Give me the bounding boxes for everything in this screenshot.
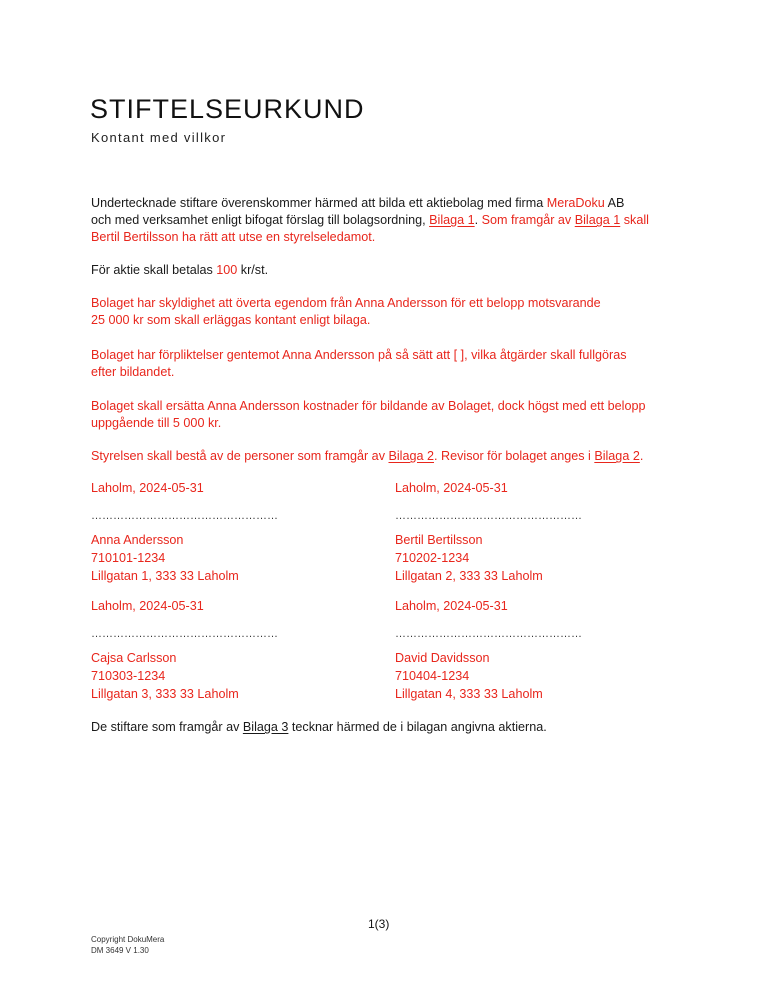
signatory-address: Lillgatan 1, 333 33 Laholm [91,569,239,583]
page-number: 1(3) [368,917,390,931]
final-text-b: tecknar härmed de i bilagan angivna aktierna. [288,720,547,734]
p2-text-a: För aktie skall betalas [91,263,217,277]
paragraph-company-formation [91,195,691,246]
p3-line-2: 25 000 kr som skall erläggas kontant enligt bilaga. [91,313,371,327]
p2-text-b: kr/st. [237,263,269,277]
p1-text-e: Som framgår av [481,213,575,227]
signature-block-3 [91,597,278,703]
signatory-personal-number: 710101-1234 [91,551,166,565]
company-name: MeraDoku [546,196,605,210]
signature-line: …………………………………………… [91,510,278,522]
p4-line-2: efter bildandet. [91,365,175,379]
paragraph-share-price [91,262,268,279]
p6-text-b: . Revisor för bolaget anges i [434,449,595,463]
signatory-personal-number: 710303-1234 [91,669,166,683]
bilaga-1-link[interactable]: Bilaga 1 [429,213,475,227]
p5-line-1: Bolaget skall ersätta Anna Andersson kostnader för bildande av Bolaget, dock högst med ett belopp [91,399,646,413]
signature-line: …………………………………………… [395,628,582,640]
p6-text-c: . [639,449,644,463]
paragraph-board [91,448,691,465]
paragraph-obligations [91,347,691,381]
signature-place-date: Laholm, 2024-05-31 [91,599,204,613]
p1-text-a: Undertecknade stiftare överenskommer härmed att bilda ett aktiebolag med firma [91,196,547,210]
signature-block-2 [395,479,582,585]
p1-text-c: och med verksamhet enligt bifogat förslag till bolagsordning, [91,213,430,227]
p1-text-g: Bertil Bertilsson ha rätt att utse en styrelseledamot. [91,230,376,244]
signatory-name: David Davidsson [395,651,490,665]
bilaga-3-link[interactable]: Bilaga 3 [242,720,289,734]
signatory-address: Lillgatan 3, 333 33 Laholm [91,687,239,701]
document-title: STIFTELSEURKUND [90,94,365,124]
signatory-name: Anna Andersson [91,533,184,547]
signature-block-1 [91,479,278,585]
p1-text-f: skall [620,213,649,227]
signatory-personal-number: 710202-1234 [395,551,470,565]
signature-place-date: Laholm, 2024-05-31 [91,481,204,495]
signature-place-date: Laholm, 2024-05-31 [395,481,508,495]
signature-line: …………………………………………… [91,628,278,640]
signature-line: …………………………………………… [395,510,582,522]
p3-line-1: Bolaget har skyldighet att överta egendom från Anna Andersson för ett belopp motsvarande [91,296,601,310]
signature-block-4 [395,597,582,703]
paragraph-property-takeover [91,295,691,329]
signatory-personal-number: 710404-1234 [395,669,470,683]
paragraph-share-subscription [91,719,547,736]
footer-copyright: Copyright DokuMera [91,935,165,944]
final-text-a: De stiftare som framgår av [91,720,243,734]
document-footer [91,934,164,956]
signatory-address: Lillgatan 4, 333 33 Laholm [395,687,543,701]
share-price: 100 [216,263,238,277]
signatory-name: Cajsa Carlsson [91,651,177,665]
signatory-name: Bertil Bertilsson [395,533,483,547]
paragraph-formation-costs [91,398,691,432]
bilaga-2-link[interactable]: Bilaga 2 [388,449,434,463]
p4-line-1: Bolaget har förpliktelser gentemot Anna Andersson på så sätt att [ ], vilka åtgärder skall fullgöras [91,348,627,362]
signature-place-date: Laholm, 2024-05-31 [395,599,508,613]
p1-text-b: AB [604,196,625,210]
p6-text-a: Styrelsen skall bestå av de personer som framgår av [91,449,389,463]
footer-version: DM 3649 V 1.30 [91,946,149,955]
signatory-address: Lillgatan 2, 333 33 Laholm [395,569,543,583]
bilaga-1-link-2[interactable]: Bilaga 1 [574,213,621,227]
document-subtitle: Kontant med villkor [91,130,227,145]
bilaga-2-link-2[interactable]: Bilaga 2 [594,449,640,463]
p1-text-d: . [474,213,482,227]
p5-line-2: uppgående till 5 000 kr. [91,416,222,430]
